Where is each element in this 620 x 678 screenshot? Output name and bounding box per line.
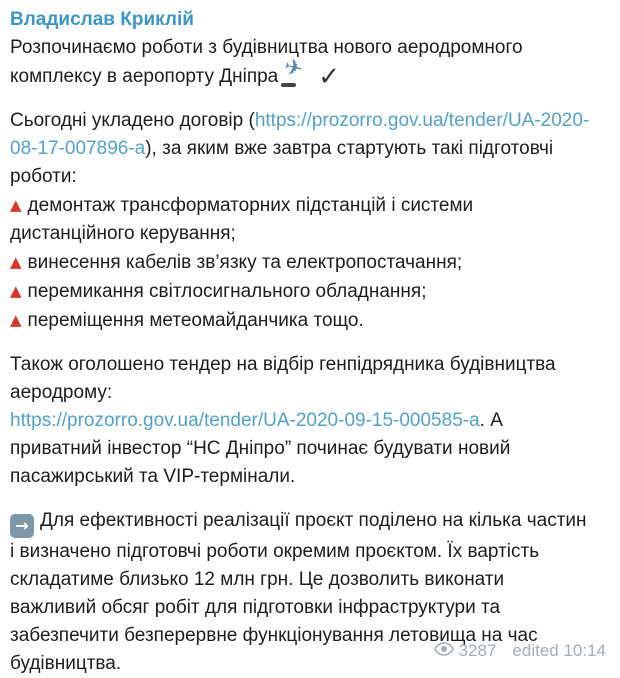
message-text: . А приватний інвестор “НС Дніпро” починає будувати новий пасажирський та VIP-термінали.	[10, 410, 511, 487]
paragraph	[10, 34, 590, 91]
red-triangle-icon: ▲	[10, 311, 22, 329]
views-count: 3287	[458, 641, 497, 660]
message-text: Розпочинаємо роботи з будівництва нового аеродромного комплексу в аеропорту Дніпра	[10, 37, 523, 87]
message-text: винесення кабелів зв’язку та електропостачання;	[27, 252, 463, 273]
message-text: Сьогодні укладено договір (	[10, 110, 255, 131]
message-text: демонтаж трансформаторних підстанцій і системи дистанційного керування;	[10, 195, 474, 244]
views-eye-icon	[434, 641, 454, 661]
paragraph	[10, 351, 590, 491]
edited-timestamp: edited 10:14	[512, 641, 606, 660]
airplane-landing-icon: ✈	[280, 62, 314, 88]
right-arrow-icon: →	[10, 514, 34, 538]
tender-link[interactable]: https://prozorro.gov.ua/tender/UA-2020-09-15-000585-a	[10, 410, 480, 431]
red-triangle-icon: ▲	[10, 282, 22, 300]
message-text: переміщення метеомайданчика тощо.	[27, 310, 364, 331]
tender-link[interactable]: https://prozorro.gov.ua/tender/UA-2020-08-17-007896-a	[10, 110, 590, 159]
message-footer	[434, 641, 606, 661]
paragraph	[10, 107, 590, 335]
message-text: Для ефективності реалізації проєкт поділено на кілька частин і визначено підготовчі роботи окремим проєктом. Їх вартість складатиме близько 12 млн грн. Це дозволить виконати важливий обсяг робіт для підготовки інфраструктури та забезпечити безперервне функціонування летовища на час будівництва.	[10, 510, 587, 674]
post-body	[10, 34, 590, 678]
message-text: Також оголошено тендер на відбір генпідрядника будівництва аеродрому:	[10, 354, 556, 403]
channel-author-name[interactable]: Владислав Криклій	[10, 9, 194, 30]
author-line	[10, 6, 590, 34]
message-text: ), за яким вже завтра стартують такі підготовчі роботи:	[10, 138, 554, 187]
check-mark-icon: ✓	[318, 62, 341, 92]
red-triangle-icon: ▲	[10, 253, 22, 271]
message-text: перемикання світлосигнального обладнання;	[27, 281, 427, 302]
red-triangle-icon: ▲	[10, 196, 22, 214]
